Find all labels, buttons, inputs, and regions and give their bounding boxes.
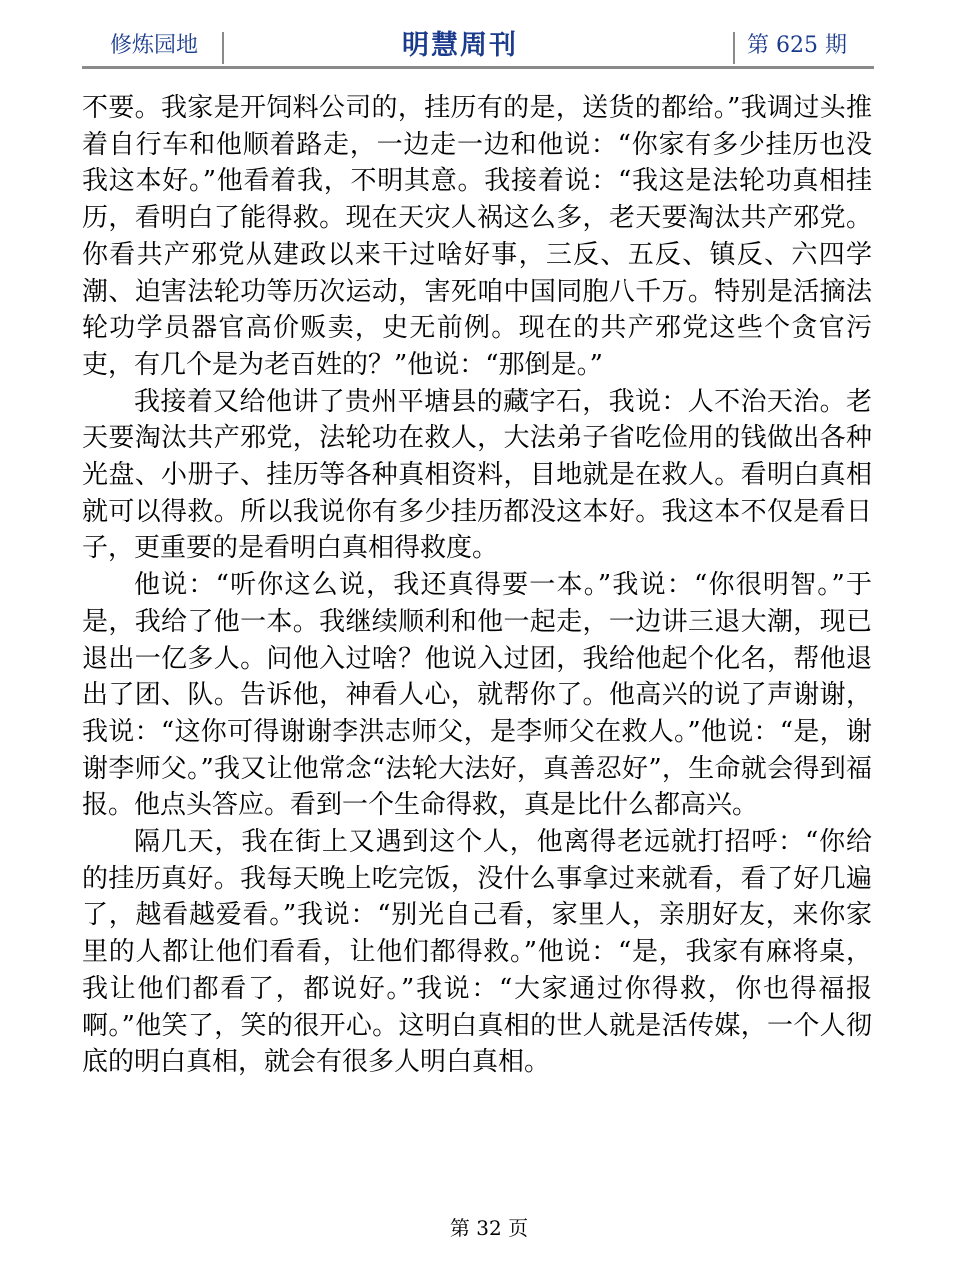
page-header — [82, 26, 874, 70]
paragraph: 不要。我家是开饲料公司的，挂历有的是，送货的都给。”我调过头推着自行车和他顺着路走，一边走一边和他说：“你家有多少挂历也没我这本好。”他看着我，不明其意。我接着说：“我这是法轮功真相挂历，看明白了能得救。现在天灾人祸这么多，老天要淘汰共产邪党。你看共产邪党从建政以来干过啥好事，三反、五反、镇反、六四学潮、迫害法轮功等历次运动，害死咱中国同胞八千万。特别是活摘法轮功学员器官高价贩卖，史无前例。现在的共产邪党这些个贪官污吏，有几个是为老百姓的？”他说：“那倒是。” — [82, 93, 872, 380]
issue-number: 第 625 期 — [747, 33, 847, 58]
page-number: 第 32 页 — [449, 1216, 529, 1240]
paragraph: 隔几天，我在街上又遇到这个人，他离得老远就打招呼：“你给的挂历真好。我每天晚上吃完饭，没什么事拿过来就看，看了好几遍了，越看越爱看。”我说：“别光自己看，家里人，亲朋好友，来你家里的人都让他们看看，让他们都得救。”他说：“是，我家有麻将桌，我让他们都看了，都说好。”我说：“大家通过你得救，你也得福报啊。”他笑了，笑的很开心。这明白真相的世人就是活传媒，一个人彻底的明白真相，就会有很多人明白真相。 — [82, 827, 872, 1078]
paragraph: 他说：“听你这么说，我还真得要一本。”我说：“你很明智。”于是，我给了他一本。我继续顺利和他一起走，一边讲三退大潮，现已退出一亿多人。问他入过啥？他说入过团，我给他起个化名，帮他退出了团、队。告诉他，神看人心，就帮你了。他高兴的说了声谢谢，我说：“这你可得谢谢李洪志师父，是李师父在救人。”他说：“是，谢谢李师父。”我又让他常念“法轮大法好，真善忍好”，生命就会得到福报。他点头答应。看到一个生命得救，真是比什么都高兴。 — [82, 570, 872, 821]
header-divider — [733, 32, 735, 64]
header-divider — [222, 32, 224, 64]
publication-title: 明慧周刊 — [402, 30, 518, 61]
section-name: 修炼园地 — [110, 33, 199, 58]
article-body — [82, 90, 872, 1081]
paragraph: 我接着又给他讲了贵州平塘县的藏字石，我说：人不治天治。老天要淘汰共产邪党，法轮功在救人，大法弟子省吃俭用的钱做出各种光盘、小册子、挂历等各种真相资料，目地就是在救人。看明白真相就可以得救。所以我说你有多少挂历都没这本好。我这本不仅是看日子，更重要的是看明白真相得救度。 — [82, 386, 872, 564]
header-rule — [82, 66, 874, 69]
